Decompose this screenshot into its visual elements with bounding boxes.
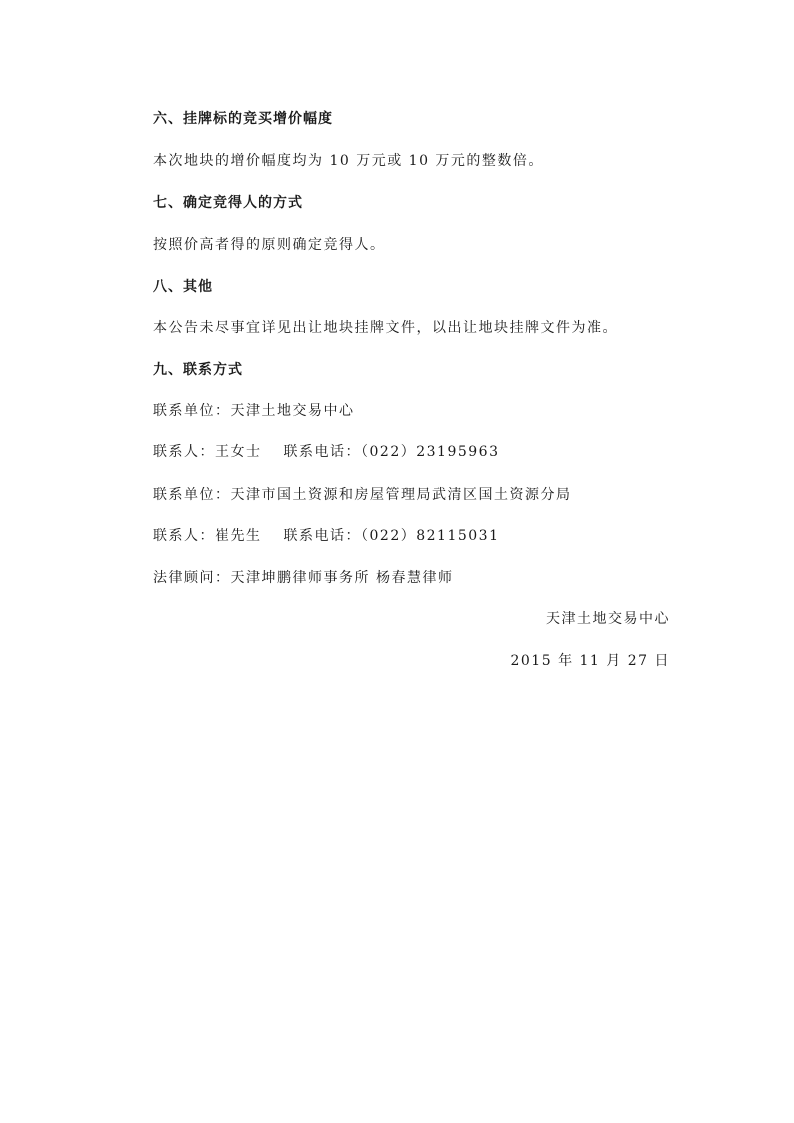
- contact-unit-1: 联系单位：天津土地交易中心: [153, 403, 355, 419]
- signature-org: 天津土地交易中心: [546, 611, 670, 627]
- section-body-other: 本公告未尽事宜详见出让地块挂牌文件，以出让地块挂牌文件为准。: [153, 320, 618, 336]
- section-heading-bid-increment: 六、挂牌标的竞买增价幅度: [153, 111, 333, 127]
- contact-person-1: 联系人：王女士: [153, 444, 262, 460]
- contact-person-2: 联系人：崔先生: [153, 528, 262, 544]
- contact-row-1: [153, 441, 499, 461]
- legal-advisor: 法律顾问：天津坤鹏律师事务所 杨春慧律师: [153, 570, 454, 586]
- contact-row-2: [153, 525, 499, 545]
- section-heading-contact: 九、联系方式: [153, 362, 243, 378]
- section-heading-winner-method: 七、确定竞得人的方式: [153, 195, 303, 211]
- contact-phone-1: 联系电话：（022）23195963: [283, 444, 500, 460]
- section-heading-other: 八、其他: [153, 279, 213, 295]
- section-body-bid-increment: 本次地块的增价幅度均为 10 万元或 10 万元的整数倍。: [153, 153, 544, 169]
- section-body-winner-method: 按照价高者得的原则确定竞得人。: [153, 237, 386, 253]
- contact-unit-2: 联系单位：天津市国土资源和房屋管理局武清区国土资源分局: [153, 487, 572, 503]
- contact-phone-2: 联系电话：（022）82115031: [283, 528, 500, 544]
- signature-date: 2015 年 11 月 27 日: [510, 653, 670, 669]
